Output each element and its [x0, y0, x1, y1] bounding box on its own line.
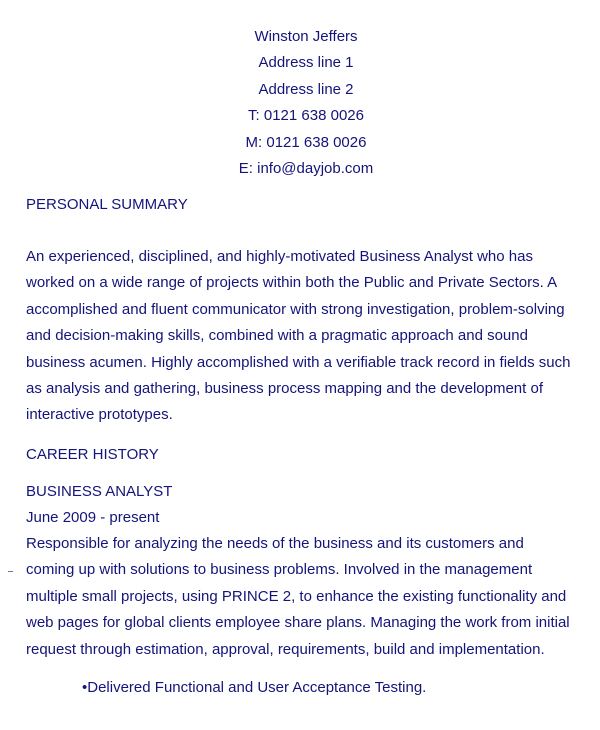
summary-line: accomplished and fluent communicator with strong investigation, problem-solving — [26, 300, 565, 318]
margin-mark — [8, 571, 13, 572]
bullet-item: •Delivered Functional and User Acceptance Testing. — [82, 679, 427, 696]
summary-line: An experienced, disciplined, and highly-motivated Business Analyst who has — [26, 248, 533, 265]
job-line: request through estimation, approval, requirements, build and implementation. — [26, 640, 545, 658]
job-line: Responsible for analyzing the needs of the business and its customers and — [26, 535, 524, 552]
personal-summary-heading: PERSONAL SUMMARY — [26, 196, 188, 213]
job-line: web pages for global clients employee share plans. Managing the work from initial — [26, 614, 570, 632]
summary-line: and decision-making skills, combined with a pragmatic approach and sound — [26, 327, 528, 345]
job-dates: June 2009 - present — [26, 509, 160, 526]
summary-line: worked on a wide range of projects within both the Public and Private Sectors. A — [26, 274, 558, 292]
summary-line: interactive prototypes. — [26, 406, 173, 424]
job-line: multiple small projects, using PRINCE 2, to enhance the existing functionality and — [26, 587, 567, 605]
summary-line: business acumen. Highly accomplished with a verifiable track record in fields such — [26, 353, 571, 371]
telephone: T: 0121 638 0026 — [248, 107, 364, 125]
candidate-name: Winston Jeffers — [254, 28, 358, 45]
career-history-heading: CAREER HISTORY — [26, 446, 159, 463]
address-line-1: Address line 1 — [258, 54, 354, 72]
email: E: info@dayjob.com — [238, 160, 374, 178]
job-line: coming up with solutions to business problems. Involved in the management — [26, 561, 533, 579]
contact-block — [0, 24, 600, 182]
job-description — [26, 531, 596, 663]
mobile: M: 0121 638 0026 — [245, 133, 367, 151]
address-line-2: Address line 2 — [258, 80, 354, 98]
summary-line: as analysis and gathering, business process mapping and the development of — [26, 380, 543, 398]
job-title: BUSINESS ANALYST — [26, 483, 173, 500]
personal-summary-text — [26, 244, 596, 429]
